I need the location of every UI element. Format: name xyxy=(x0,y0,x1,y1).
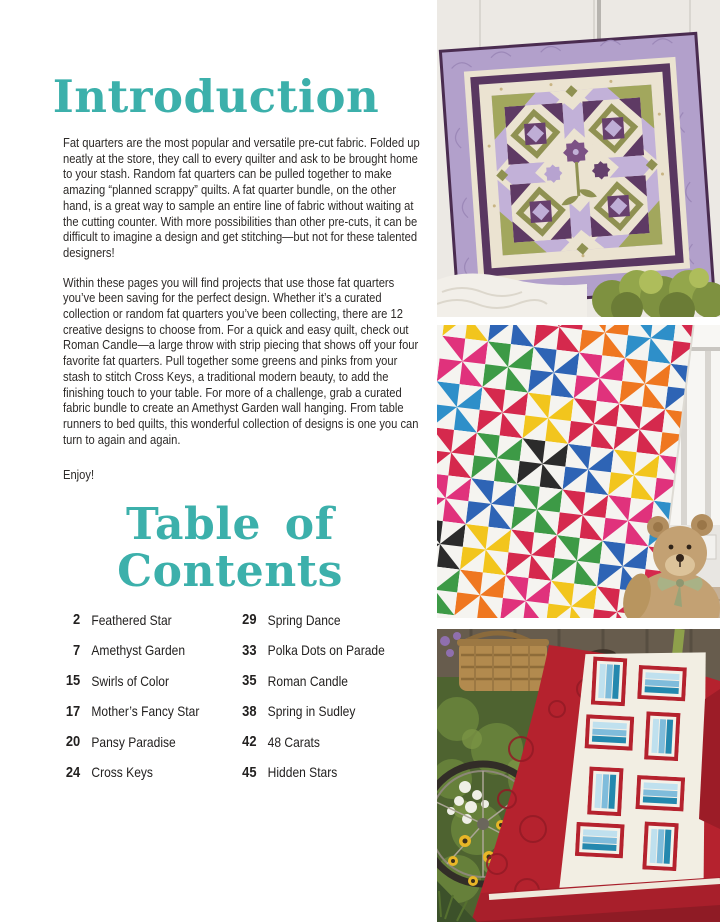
toc-title-line-2: Contents xyxy=(117,546,343,597)
toc-page-number: 2 xyxy=(73,611,81,628)
toc-page-number: 42 xyxy=(242,733,257,751)
toc-title-line-1: Table of xyxy=(125,499,335,550)
toc-entry-title: Polka Dots on Parade xyxy=(267,642,385,659)
toc-entry-title: Pansy Paradise xyxy=(91,733,176,750)
toc-entry-title: Amethyst Garden xyxy=(91,642,186,659)
toc-page-number: 45 xyxy=(242,763,257,781)
toc-page-number: 7 xyxy=(73,641,81,659)
amethyst-quilt xyxy=(440,33,713,306)
photo-amethyst-garden-quilt xyxy=(437,0,720,317)
toc-entry xyxy=(239,703,424,734)
toc-entry-title: Mother’s Fancy Star xyxy=(91,703,200,720)
toc-entry xyxy=(63,642,239,673)
toc-entry xyxy=(239,611,424,642)
toc-entry-title: Spring Dance xyxy=(267,611,341,628)
toc-entry xyxy=(63,764,239,795)
toc-entry-title: Spring in Sudley xyxy=(267,703,356,720)
toc-entry xyxy=(239,672,424,703)
photo-pinwheel-quilt xyxy=(437,325,720,618)
toc-entry xyxy=(239,733,424,764)
toc-page-number: 24 xyxy=(65,763,81,781)
toc-page-number: 20 xyxy=(65,733,81,751)
intro-title: Introduction xyxy=(52,70,380,123)
toc-page-number: 33 xyxy=(242,641,257,659)
table-of-contents xyxy=(63,611,424,795)
intro-body xyxy=(63,135,421,499)
toc-entry-title: Swirls of Color xyxy=(91,672,169,689)
intro-closing: Enjoy! xyxy=(63,467,95,483)
toc-entry xyxy=(63,672,239,703)
toc-entry-title: Feathered Star xyxy=(91,611,172,628)
toc-column-left xyxy=(63,611,239,795)
toc-entry-title: Roman Candle xyxy=(267,672,348,689)
toc-entry xyxy=(63,703,239,734)
toc-entry-title: 48 Carats xyxy=(267,733,320,750)
toc-page-number: 29 xyxy=(242,611,257,628)
toc-page-number: 35 xyxy=(242,672,257,690)
toc-entry xyxy=(239,764,424,795)
toc-entry xyxy=(63,733,239,764)
toc-page-number: 15 xyxy=(65,672,81,690)
photo-red-rail-quilt xyxy=(437,629,720,922)
toc-page-number: 38 xyxy=(242,702,257,720)
wicker-basket xyxy=(457,633,549,691)
intro-paragraph-1: Fat quarters are the most popular and versatile pre-cut fabric. Folded up neatly at the store, they call to every quilter and ask to be brought home to your stash. Random fat quarters can be pulled together to make amazing “planned scrappy” quilts. A fat quarter bundle, on the other hand, is a great way to sample an entire line of fabric without waiting at the cutting counter. With more possibilities than other pre-cuts, it can be difficult to imagine a design and get stitching—but not for these talented designers! xyxy=(63,135,420,260)
intro-paragraph-2: Within these pages you will find projects that use those fat quarters you’ve been saving for the perfect design. Whether it’s a curated collection or random fat quarters you’ve been collecting, there are 12 creative designs to choose from. For a quick and easy quilt, check out Roman Candle—a large throw with strip piecing that shows off your four favorite fat quarters. Pull together some greens and pinks from your stash to stitch Cross Keys, a traditional modern beauty, to add the finishing touch to your table. For more of a challenge, grab a curated fabric bundle to create an Amethyst Garden wall hanging. From table runners to bed quilts, this wonderful collection of designs is one you can turn to again and again. xyxy=(63,274,419,447)
toc-page-number: 17 xyxy=(65,702,81,720)
toc-entry xyxy=(239,642,424,673)
toc-entry-title: Hidden Stars xyxy=(267,764,338,781)
toc-entry-title: Cross Keys xyxy=(91,764,153,781)
toc-column-right xyxy=(239,611,424,795)
toc-entry xyxy=(63,611,239,642)
toc-title xyxy=(40,501,420,595)
